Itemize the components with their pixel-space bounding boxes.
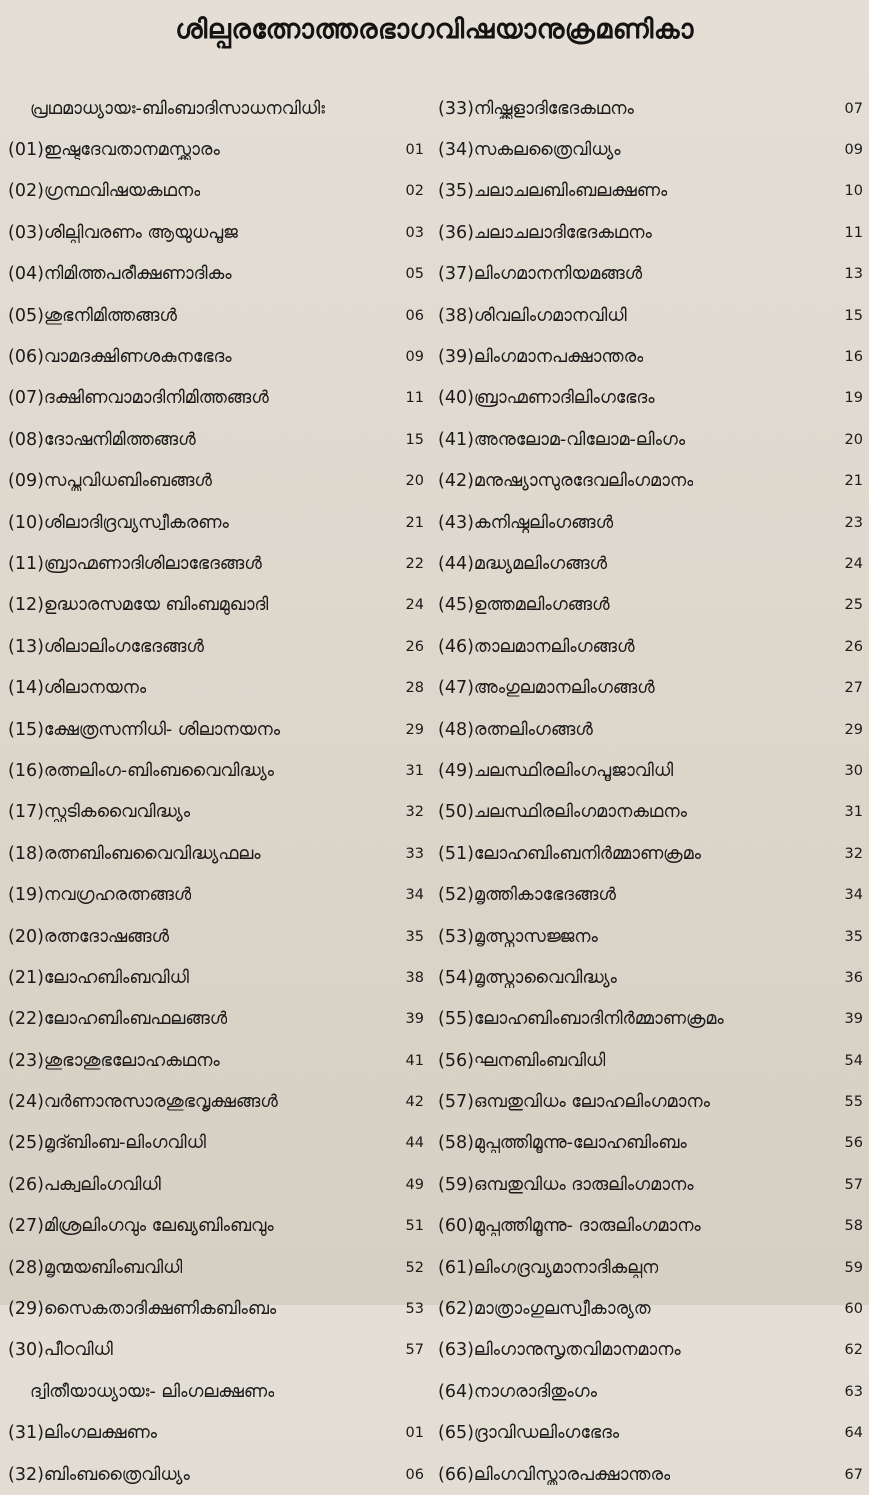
toc-entry-title: (33)നിഷ്ക്കളാദിഭേദകഥനം [438,98,634,119]
toc-entry-page-number: 64 [844,1425,863,1442]
toc-entry-title: (05)ശുഭനിമിത്തങ്ങൾ [8,305,177,326]
toc-entry [438,88,863,129]
toc-entry-title: (28)മൃന്മയബിംബവിധി [8,1257,183,1278]
toc-entry [438,1413,863,1454]
toc-entry-title: (12)ഉദ്ധാരസമയേ ബിംബമുഖാദി [8,595,269,616]
toc-entry [438,129,863,170]
toc-entry [438,1040,863,1081]
toc-entry-title: (55)ലോഹബിംബാദിനിർമ്മാണക്രമം [438,1009,724,1030]
toc-entry [438,999,863,1040]
toc-entry-page-number: 27 [844,680,863,697]
toc-entry-page-number: 05 [405,266,424,283]
toc-entry [8,667,424,708]
toc-entry [438,709,863,750]
toc-entry [8,1454,424,1495]
toc-entry-title: പ്രഥമാധ്യായഃ-ബിംബാദിസാധനവിധിഃ [30,98,325,119]
toc-entry-page-number: 32 [844,845,863,862]
toc-entry-page-number: 44 [405,1135,424,1152]
toc-entry-page-number: 29 [405,721,424,738]
toc-entry [8,419,424,460]
toc-entry [8,999,424,1040]
toc-entry-page-number: 51 [405,1218,424,1235]
toc-entry [8,1288,424,1329]
toc-entry-page-number: 56 [844,1135,863,1152]
toc-entry [438,874,863,915]
toc-entry-page-number: 54 [844,1052,863,1069]
toc-entry [8,378,424,419]
toc-entry-title: (39)ലിംഗമാനപക്ഷാന്തരം [438,347,644,368]
toc-entry-title: (42)മനുഷ്യാസുരദേവലിംഗമാനം [438,471,694,492]
toc-entry-page-number: 31 [405,762,424,779]
toc-entry [8,502,424,543]
toc-entry [438,419,863,460]
toc-entry-title: (19)നവഗ്രഹരത്നങ്ങൾ [8,885,192,906]
toc-entry [8,1413,424,1454]
toc-entry-title: (15)ക്ഷേത്രസന്നിധി- ശിലാനയനം [8,719,281,740]
toc-entry-title: (16)രത്നലിംഗ-ബിംബവൈവിദ്ധ്യം [8,760,274,781]
toc-entry-title: (65)ദ്രാവിഡലിംഗഭേദം [438,1423,620,1444]
toc-entry-page-number: 36 [844,969,863,986]
toc-entry-page-number: 52 [405,1259,424,1276]
toc-entry-title: (32)ബിംബത്രൈവിധ്യം [8,1464,190,1485]
toc-entry [438,212,863,253]
toc-entry-page-number: 15 [844,307,863,324]
toc-entry [8,212,424,253]
toc-entry [8,461,424,502]
toc-entry-page-number: 25 [844,597,863,614]
toc-entry-page-number: 30 [844,762,863,779]
toc-entry-title: (18)രത്നബിംബവൈവിദ്ധ്യഫലം [8,843,261,864]
toc-entry-page-number: 21 [405,514,424,531]
toc-entry [8,171,424,212]
toc-entry-title: (02)ഗ്രന്ഥവിഷയകഥനം [8,181,201,202]
toc-entry [438,1330,863,1371]
toc-entry-title: (47)അംഗുലമാനലിംഗങ്ങൾ [438,678,655,699]
toc-entry-title: (66)ലിംഗവിസ്താരപക്ഷാന്തരം [438,1464,671,1485]
toc-entry-title: (29)സൈകതാദിക്ഷണികബിംബം [8,1299,277,1320]
toc-entry-title: (36)ചലാചലാദിഭേദകഥനം [438,222,652,243]
toc-entry-title: (64)നാഗരാദിതുംഗം [438,1381,597,1402]
toc-entry-page-number: 34 [844,887,863,904]
toc-right-column [438,88,863,1495]
toc-entry [8,1123,424,1164]
toc-entry-title: (45)ഉത്തമലിംഗങ്ങൾ [438,595,610,616]
toc-entry [438,585,863,626]
toc-entry-title: (30)പീഠവിധി [8,1340,113,1361]
toc-entry-title: (24)വർണാനുസാരശുഭവൃക്ഷങ്ങൾ [8,1092,278,1113]
toc-entry-title: (13)ശിലാലിംഗഭേദങ്ങൾ [8,636,204,657]
toc-entry-title: (38)ശിവലിംഗമാനവിധി [438,305,627,326]
toc-entry-title: (54)മൃത്സ്നാവൈവിദ്ധ്യം [438,967,617,988]
toc-entry-page-number: 41 [405,1052,424,1069]
toc-entry-page-number: 20 [405,473,424,490]
toc-entry [438,750,863,791]
toc-entry-title: (03)ശില്പിവരണം ആയുധപൂജ [8,222,238,243]
toc-entry [438,667,863,708]
toc-entry-page-number: 09 [844,142,863,159]
toc-entry-page-number: 24 [405,597,424,614]
toc-entry-title: (53)മൃത്സ്നാസജ്ജനം [438,926,598,947]
toc-entry-title: (34)സകലത്രൈവിധ്യം [438,140,621,161]
toc-entry-page-number: 28 [405,680,424,697]
toc-entry-title: (41)അനുലോമ-വിലോമ-ലിംഗം [438,429,686,450]
toc-entry-page-number: 59 [844,1259,863,1276]
toc-entry-page-number: 55 [844,1094,863,1111]
toc-entry-page-number: 19 [844,390,863,407]
toc-entry [8,1330,424,1371]
toc-entry [8,916,424,957]
toc-entry-title: (52)മൃത്തികാഭേദങ്ങൾ [438,885,616,906]
toc-entry-title: (25)മൃദ്ബിംബ-ലിംഗവിധി [8,1133,206,1154]
toc-entry-title: (21)ലോഹബിംബവിധി [8,967,189,988]
toc-entry-page-number: 29 [844,721,863,738]
toc-entry-title: (44)മദ്ധ്യമലിംഗങ്ങൾ [438,553,608,574]
toc-entry-page-number: 26 [844,638,863,655]
toc-entry [8,129,424,170]
toc-entry-page-number: 60 [844,1301,863,1318]
toc-entry-page-number: 42 [405,1094,424,1111]
toc-entry [8,1206,424,1247]
toc-entry [438,543,863,584]
toc-entry-title: (20)രത്നദോഷങ്ങൾ [8,926,170,947]
toc-entry-title: (37)ലിംഗമാനനിയമങ്ങൾ [438,264,643,285]
toc-entry-page-number: 35 [844,928,863,945]
toc-entry [8,1247,424,1288]
toc-entry [438,1123,863,1164]
toc-entry-page-number: 06 [405,1466,424,1483]
toc-entry [438,1206,863,1247]
toc-entry-page-number: 01 [405,142,424,159]
toc-entry-title: (14)ശിലാനയനം [8,678,147,699]
toc-entry [8,1040,424,1081]
toc-entry [438,1164,863,1205]
toc-entry-page-number: 34 [405,887,424,904]
toc-entry-page-number: 11 [405,390,424,407]
toc-entry [438,1288,863,1329]
toc-entry-page-number: 06 [405,307,424,324]
toc-entry-page-number: 62 [844,1342,863,1359]
toc-entry-title: (50)ചലസ്ഥിരലിംഗമാനകഥനം [438,802,687,823]
toc-entry-title: (11)ബ്രാഹ്മണാദിശിലാഭേദങ്ങൾ [8,553,262,574]
toc-entry [438,916,863,957]
toc-entry-page-number: 57 [844,1176,863,1193]
toc-entry [438,1081,863,1122]
toc-left-column [8,88,424,1495]
toc-entry-title: (49)ചലസ്ഥിരലിംഗപൂജാവിധി [438,760,674,781]
toc-entry-title: (22)ലോഹബിംബഫലങ്ങൾ [8,1009,228,1030]
toc-entry [8,1164,424,1205]
toc-entry [8,750,424,791]
toc-entry [438,461,863,502]
page-title: ശില്പരത്നോത്തരഭാഗവിഷയാനുക്രമണികാ [175,14,694,45]
toc-entry-page-number: 13 [844,266,863,283]
toc-entry [8,585,424,626]
toc-entry-page-number: 26 [405,638,424,655]
toc-entry-title: (10)ശിലാദിദ്രവ്യസ്വീകരണം [8,512,229,533]
toc-entry-page-number: 39 [844,1011,863,1028]
toc-entry-page-number: 38 [405,969,424,986]
toc-entry [8,626,424,667]
toc-entry-title: (63)ലിംഗാനുസൃതവിമാനമാനം [438,1340,681,1361]
toc-entry-title: (62)മാത്രാംഗുലസ്വീകാര്യത [438,1299,651,1320]
toc-entry-title: (06)വാമദക്ഷിണശകുനഭേദം [8,347,232,368]
toc-entry-page-number: 39 [405,1011,424,1028]
toc-entry-title: (48)രത്നലിംഗങ്ങൾ [438,719,593,740]
toc-entry-title: (27)മിശ്രലിംഗവും ലേഖ്യബിംബവും [8,1216,274,1237]
toc-entry-page-number: 02 [405,183,424,200]
toc-entry-title: (57)ഒമ്പതുവിധം ലോഹലിംഗമാനം [438,1092,710,1113]
toc-entry [8,254,424,295]
toc-entry-page-number: 20 [844,431,863,448]
toc-entry [438,1371,863,1412]
toc-entry-page-number: 31 [844,804,863,821]
toc-entry [438,295,863,336]
toc-entry-title: (23)ശുഭാശുഭലോഹകഥനം [8,1050,220,1071]
toc-entry-page-number: 24 [844,555,863,572]
toc-entry-title: (51)ലോഹബിംബനിർമ്മാണക്രമം [438,843,701,864]
toc-entry-title: (35)ചലാചലബിംബലക്ഷണം [438,181,668,202]
toc-entry-page-number: 63 [844,1383,863,1400]
toc-entry-page-number: 58 [844,1218,863,1235]
toc-entry-page-number: 22 [405,555,424,572]
toc-entry [8,295,424,336]
toc-entry [8,957,424,998]
toc-entry [438,626,863,667]
toc-entry-page-number: 11 [844,224,863,241]
chapter-heading [8,88,424,129]
toc-entry [438,171,863,212]
toc-entry-page-number: 15 [405,431,424,448]
toc-entry-title: (09)സപ്തവിധബിംബങ്ങൾ [8,471,212,492]
toc-entry-title: (07)ദക്ഷിണവാമാദിനിമിത്തങ്ങൾ [8,388,269,409]
toc-entry-title: (43)കനിഷ്ഠലിംഗങ്ങൾ [438,512,614,533]
toc-entry-title: (60)മുപ്പത്തിമൂന്നു- ദാരുലിംഗമാനം [438,1216,701,1237]
chapter-heading [8,1371,424,1412]
toc-entry-title: (31)ലിംഗലക്ഷണം [8,1423,158,1444]
toc-entry [438,792,863,833]
toc-entry-page-number: 33 [405,845,424,862]
toc-entry [438,254,863,295]
toc-entry [8,833,424,874]
toc-entry [8,1081,424,1122]
toc-entry [8,874,424,915]
toc-entry-title: (01)ഇഷ്ടദേവതാനമസ്ക്കാരം [8,140,220,161]
toc-entry-title: (40)ബ്രാഹ്മണാദിലിംഗഭേദം [438,388,655,409]
toc-entry [438,957,863,998]
toc-entry [438,833,863,874]
toc-entry [438,1454,863,1495]
toc-entry [8,543,424,584]
toc-entry-page-number: 03 [405,224,424,241]
toc-entry-title: (46)താലമാനലിംഗങ്ങൾ [438,636,635,657]
toc-entry-title: (08)ദോഷനിമിത്തങ്ങൾ [8,429,196,450]
toc-entry-title: (61)ലിംഗദ്രവ്യമാനാദികല്പന [438,1257,659,1278]
toc-entry-title: (04)നിമിത്തപരീക്ഷണാദികം [8,264,232,285]
toc-entry-title: (58)മുപ്പത്തിമൂന്നു-ലോഹബിംബം [438,1133,687,1154]
toc-entry-title: ദ്വിതീയാധ്യായഃ- ലിംഗലക്ഷണം [30,1381,275,1402]
toc-entry-page-number: 53 [405,1301,424,1318]
toc-entry-title: (17)സ്ഫടികവൈവിദ്ധ്യം [8,802,191,823]
toc-entry [8,792,424,833]
toc-entry-page-number: 09 [405,349,424,366]
toc-entry-page-number: 23 [844,514,863,531]
toc-entry [438,378,863,419]
toc-entry-page-number: 35 [405,928,424,945]
toc-entry-page-number: 57 [405,1342,424,1359]
toc-entry [438,502,863,543]
toc-entry [438,336,863,377]
toc-entry [8,709,424,750]
toc-entry-page-number: 32 [405,804,424,821]
toc-entry-title: (56)ഘനബിംബവിധി [438,1050,606,1071]
toc-entry-page-number: 49 [405,1176,424,1193]
toc-entry-page-number: 01 [405,1425,424,1442]
toc-entry-page-number: 21 [844,473,863,490]
toc-entry-title: (59)ഒമ്പതുവിധം ദാരുലിംഗമാനം [438,1174,694,1195]
toc-entry-page-number: 16 [844,349,863,366]
toc-entry-title: (26)പക്വലിംഗവിധി [8,1174,161,1195]
toc-entry [438,1247,863,1288]
toc-entry-page-number: 67 [844,1466,863,1483]
toc-entry-page-number: 10 [844,183,863,200]
toc-entry-page-number: 07 [844,100,863,117]
toc-entry [8,336,424,377]
